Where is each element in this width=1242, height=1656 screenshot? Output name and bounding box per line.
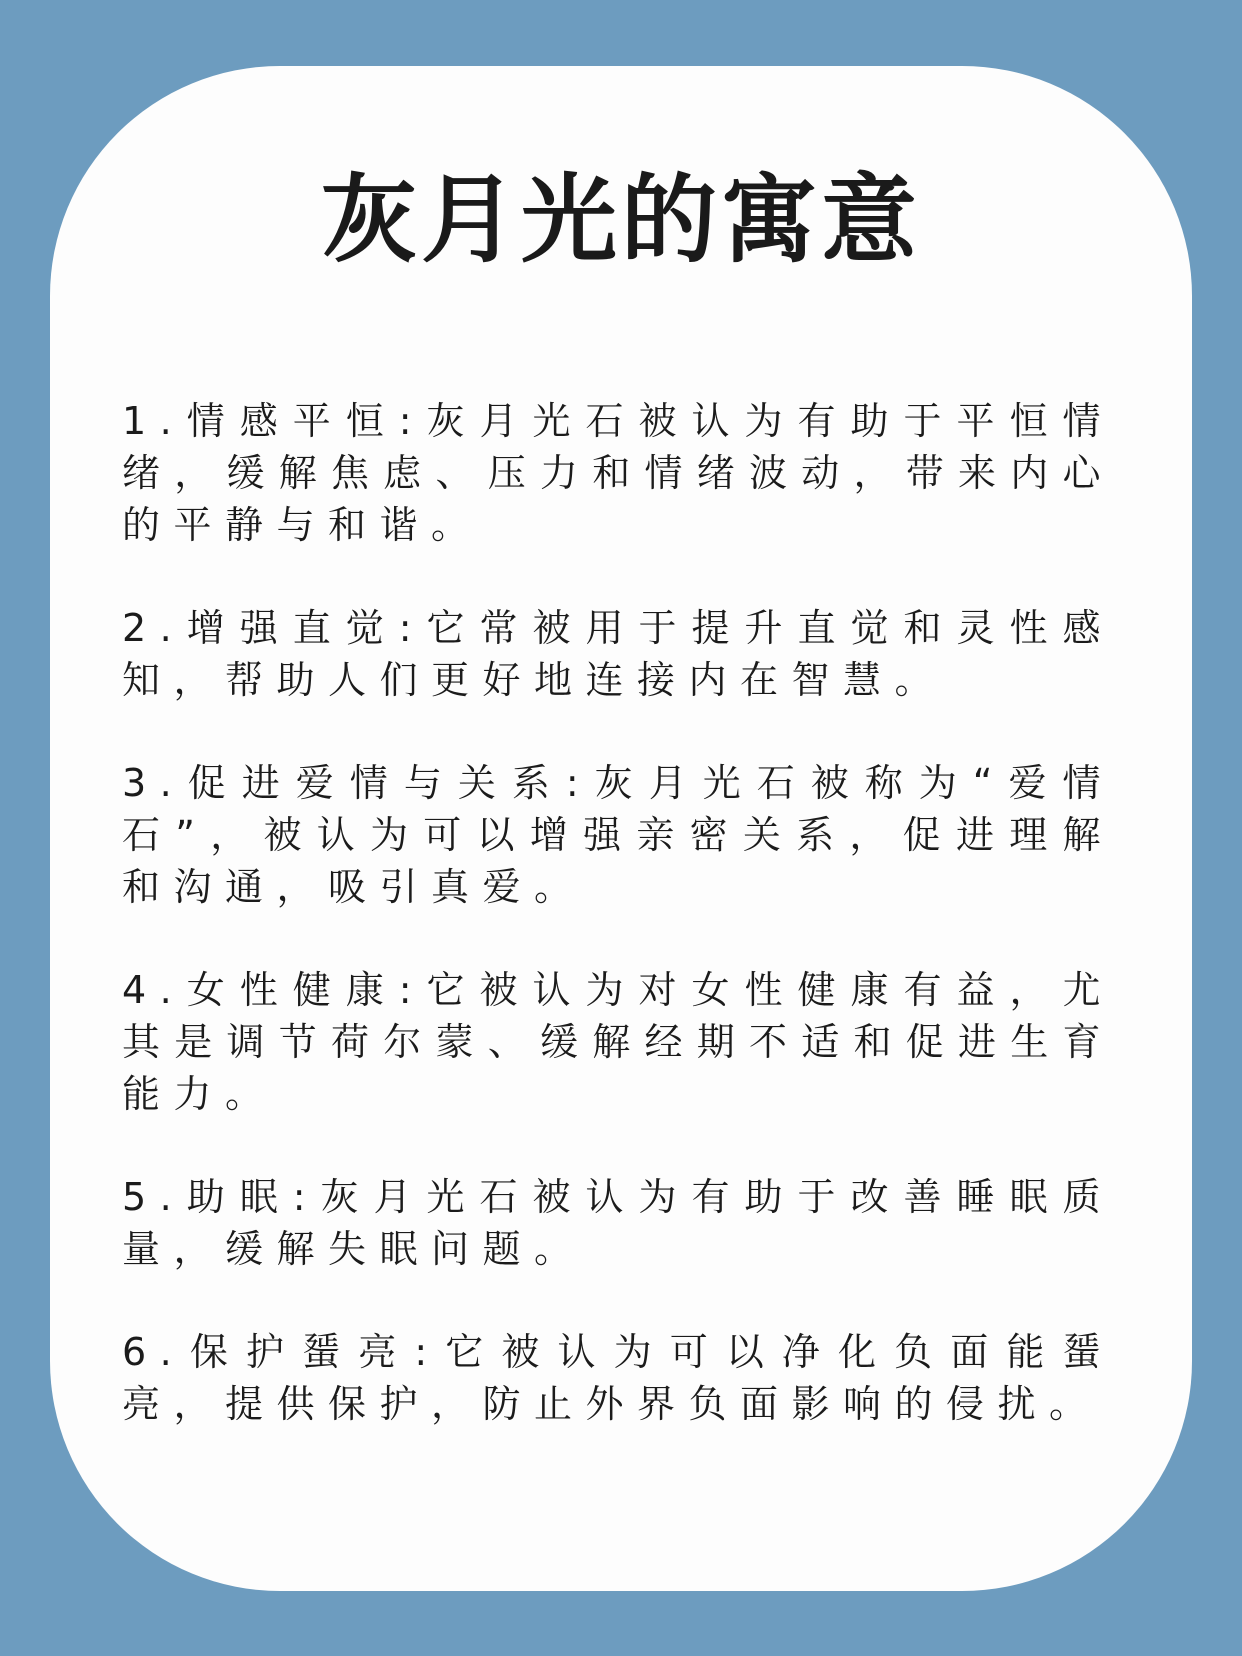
meaning-item-3: 3.促进爱情与关系:灰月光石被称为“爱情石”，被认为可以增强亲密关系，促进理解和沟通，吸引真爱。 <box>122 761 1114 909</box>
meaning-item-5: 5.助眠:灰月光石被认为有助于改善睡眠质量，缓解失眠问题。 <box>122 1175 1114 1271</box>
page-title: 灰月光的寓意 <box>321 164 921 276</box>
meaning-item-4: 4.女性健康:它被认为对女性健康有益，尤其是调节荷尔蒙、缓解经期不适和促进生育能力。 <box>122 968 1114 1116</box>
meaning-item-1: 1.情感平恒:灰月光石被认为有助于平恒情绪，缓解焦虑、压力和情绪波动，带来内心的平静与和谐。 <box>122 399 1114 547</box>
meaning-item-6: 6.保护蜑亮:它被认为可以净化负面能蜑亮，提供保护，防止外界负面影响的侵扰。 <box>122 1330 1114 1426</box>
meaning-item-2: 2.增强直觉:它常被用于提升直觉和灵性感知，帮助人们更好地连接内在智慧。 <box>122 606 1114 702</box>
meaning-list <box>122 395 1114 1481</box>
